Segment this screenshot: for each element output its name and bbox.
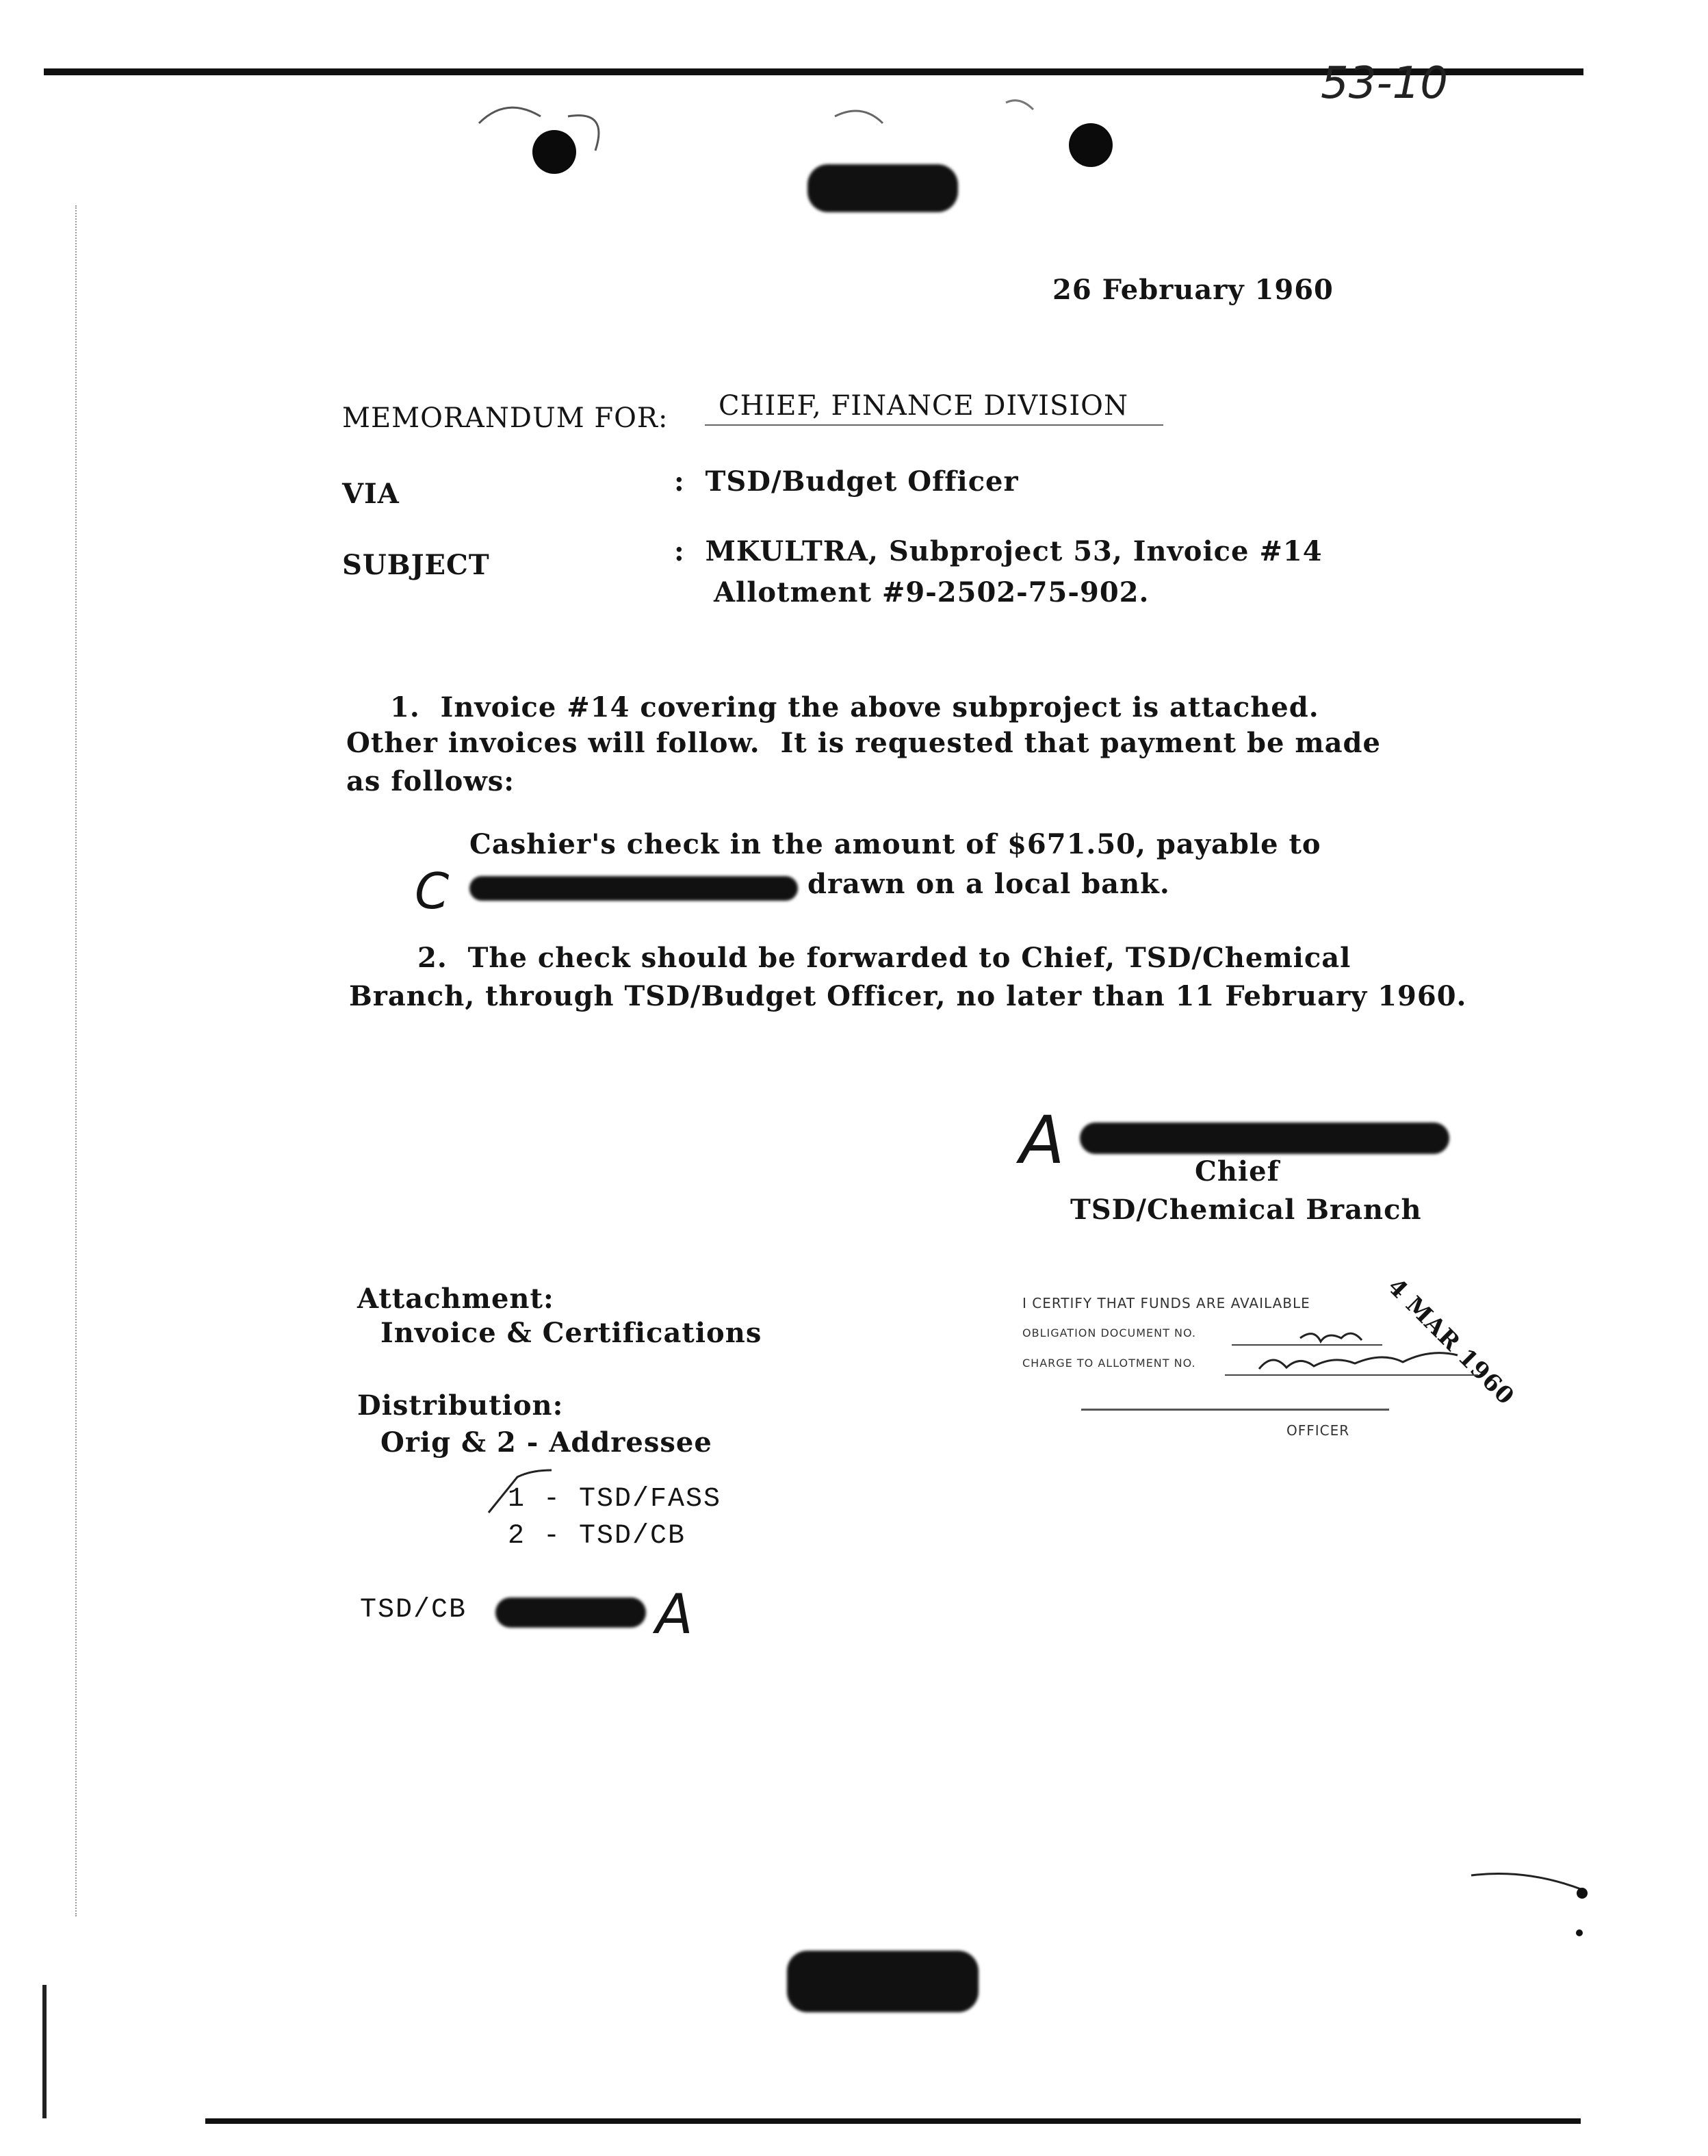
memo-for-value: CHIEF, FINANCE DIVISION bbox=[719, 390, 1128, 422]
subject-label: SUBJECT bbox=[342, 549, 490, 581]
via-value: : TSD/Budget Officer bbox=[674, 465, 1019, 498]
memo-date: 26 February 1960 bbox=[1052, 274, 1334, 306]
attachment-value: Invoice & Certifications bbox=[380, 1317, 762, 1349]
originator: TSD/CB bbox=[360, 1595, 467, 1626]
subject-line1: : MKULTRA, Subproject 53, Invoice #14 bbox=[674, 535, 1323, 567]
bottom-border bbox=[205, 2118, 1581, 2124]
tick-mark bbox=[483, 1465, 558, 1519]
redaction-top bbox=[807, 164, 958, 212]
page-number: 53-10 bbox=[1321, 58, 1448, 109]
stamp-line-4: OFFICER bbox=[1286, 1422, 1350, 1439]
via-label: VIA bbox=[342, 478, 400, 510]
signature-title-1: Chief bbox=[1195, 1155, 1280, 1188]
redaction-signature bbox=[1080, 1122, 1449, 1154]
distribution-line-2: 1 - TSD/FASS bbox=[508, 1484, 722, 1515]
distribution-line-3: 2 - TSD/CB bbox=[508, 1521, 686, 1552]
left-edge bbox=[42, 1985, 47, 2118]
margin-line bbox=[75, 205, 77, 1916]
stamp-line-2: OBLIGATION DOCUMENT NO. bbox=[1022, 1326, 1196, 1339]
redaction-bottom bbox=[787, 1951, 979, 2012]
redaction-payee bbox=[469, 876, 798, 901]
paragraph-2-line-1: 2. The check should be forwarded to Chief, TSD/Chemical bbox=[417, 942, 1351, 974]
memo-for-label: MEMORANDUM FOR: bbox=[342, 402, 669, 434]
paragraph-2-line-2: Branch, through TSD/Budget Officer, no later than 11 February 1960. bbox=[349, 980, 1467, 1012]
signature-title-2: TSD/Chemical Branch bbox=[1070, 1194, 1422, 1226]
faint-marks bbox=[465, 96, 1122, 192]
subject-line2: Allotment #9-2502-75-902. bbox=[714, 576, 1150, 608]
distribution-label: Distribution: bbox=[357, 1389, 564, 1422]
stamp-line-1: I CERTIFY THAT FUNDS ARE AVAILABLE bbox=[1022, 1295, 1310, 1311]
memo-underline bbox=[705, 424, 1163, 426]
handwritten-c: C bbox=[415, 862, 450, 920]
paragraph-1-line-2: Other invoices will follow. It is requested that payment be made bbox=[346, 727, 1381, 759]
redaction-originator bbox=[495, 1597, 646, 1628]
attachment-label: Attachment: bbox=[357, 1283, 554, 1315]
stamp-date: 4 MAR 1960 bbox=[1382, 1273, 1520, 1411]
originator-initial: A bbox=[656, 1582, 693, 1646]
paragraph-1-line-3: as follows: bbox=[346, 765, 515, 797]
check-line-1: Cashier's check in the amount of $671.50, payable to bbox=[469, 828, 1321, 860]
paragraph-1-line-1: 1. Invoice #14 covering the above subproject is attached. bbox=[390, 691, 1319, 723]
stamp-handwriting bbox=[1232, 1321, 1492, 1383]
stamp-line-3: CHARGE TO ALLOTMENT NO. bbox=[1022, 1357, 1196, 1370]
stamp-rule-4 bbox=[1081, 1409, 1389, 1411]
scan-specks bbox=[1464, 1848, 1601, 1985]
check-line-2: drawn on a local bank. bbox=[807, 868, 1170, 900]
signature-initial: A bbox=[1020, 1102, 1065, 1179]
distribution-line-1: Orig & 2 - Addressee bbox=[380, 1426, 712, 1459]
